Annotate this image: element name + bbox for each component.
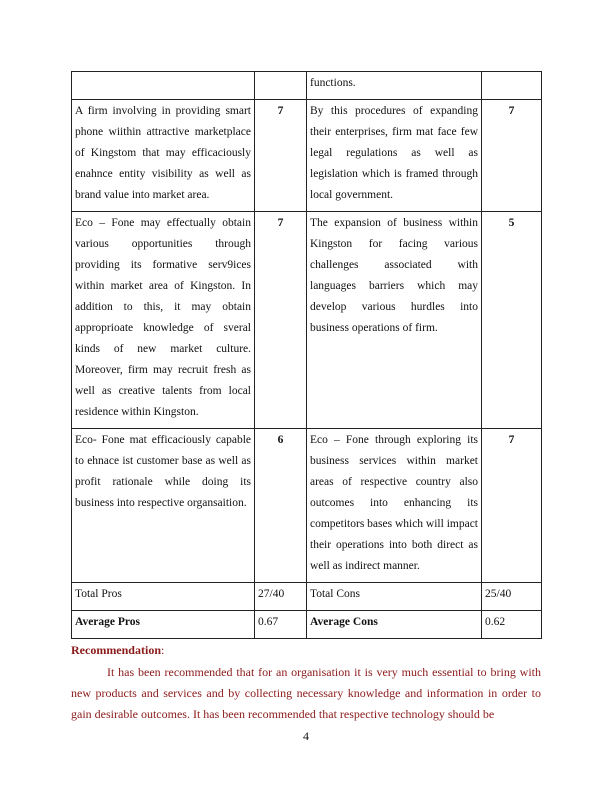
recommendation-colon: :: [161, 643, 165, 657]
average-cons-label: Average Cons: [307, 611, 482, 639]
total-cons-value: 25/40: [482, 583, 542, 611]
table-row: [72, 100, 542, 212]
con-score-cell: [482, 72, 542, 100]
average-pros-label: Average Pros: [72, 611, 255, 639]
recommendation-heading: Recommendation: [71, 643, 161, 657]
page-number: 4: [303, 729, 309, 743]
con-cell: By this procedures of expanding their enterprises, firm mat face few legal regulations as well as legislation which is framed through local government.: [307, 100, 482, 212]
total-cons-label: Total Cons: [307, 583, 482, 611]
table-row: [72, 212, 542, 429]
pros-cons-table: [71, 71, 542, 639]
average-pros-value: 0.67: [255, 611, 307, 639]
pro-cell: Eco- Fone mat efficaciously capable to ehnace ist customer base as well as profit rationale while doing its business into respective organsaition.: [72, 429, 255, 583]
pro-score-cell: [255, 72, 307, 100]
con-score-cell: 5: [482, 212, 542, 429]
con-cell: Eco – Fone through exploring its business services within market areas of respective country also outcomes into enhancing its competitors bases which will impact their operations into both direct as well as indirect manner.: [307, 429, 482, 583]
totals-row: [72, 583, 542, 611]
recommendation-heading-line: [71, 642, 164, 658]
pro-score-cell: 7: [255, 212, 307, 429]
pro-score-cell: 6: [255, 429, 307, 583]
con-cell: functions.: [307, 72, 482, 100]
pro-cell: Eco – Fone may effectually obtain various opportunities through providing its formative serv9ices within market area of Kingston. In addition to this, it may obtain approprioate knowledge of sveral kinds of new market culture. Moreover, firm may recruit fresh as well as creative talents from local residence within Kingston.: [72, 212, 255, 429]
pro-cell: A firm involving in providing smart phone wiithin attractive marketplace of Kingstom that may efficaciously enahnce entity visibility as well as brand value into market area.: [72, 100, 255, 212]
pro-cell: [72, 72, 255, 100]
table-row: [72, 429, 542, 583]
table-row: [72, 72, 542, 100]
total-pros-label: Total Pros: [72, 583, 255, 611]
recommendation-paragraph: It has been recommended that for an organisation it is very much essential to bring with new products and services and by collecting necessary knowledge and information in order to gain desirable outcomes. It has been recommended that respective technology should be: [71, 665, 541, 721]
con-score-cell: 7: [482, 429, 542, 583]
con-score-cell: 7: [482, 100, 542, 212]
total-pros-value: 27/40: [255, 583, 307, 611]
pro-score-cell: 7: [255, 100, 307, 212]
averages-row: [72, 611, 542, 639]
con-cell: The expansion of business within Kingston for facing various challenges associated with languages barriers which may develop various hurdles into business operations of firm.: [307, 212, 482, 429]
average-cons-value: 0.62: [482, 611, 542, 639]
